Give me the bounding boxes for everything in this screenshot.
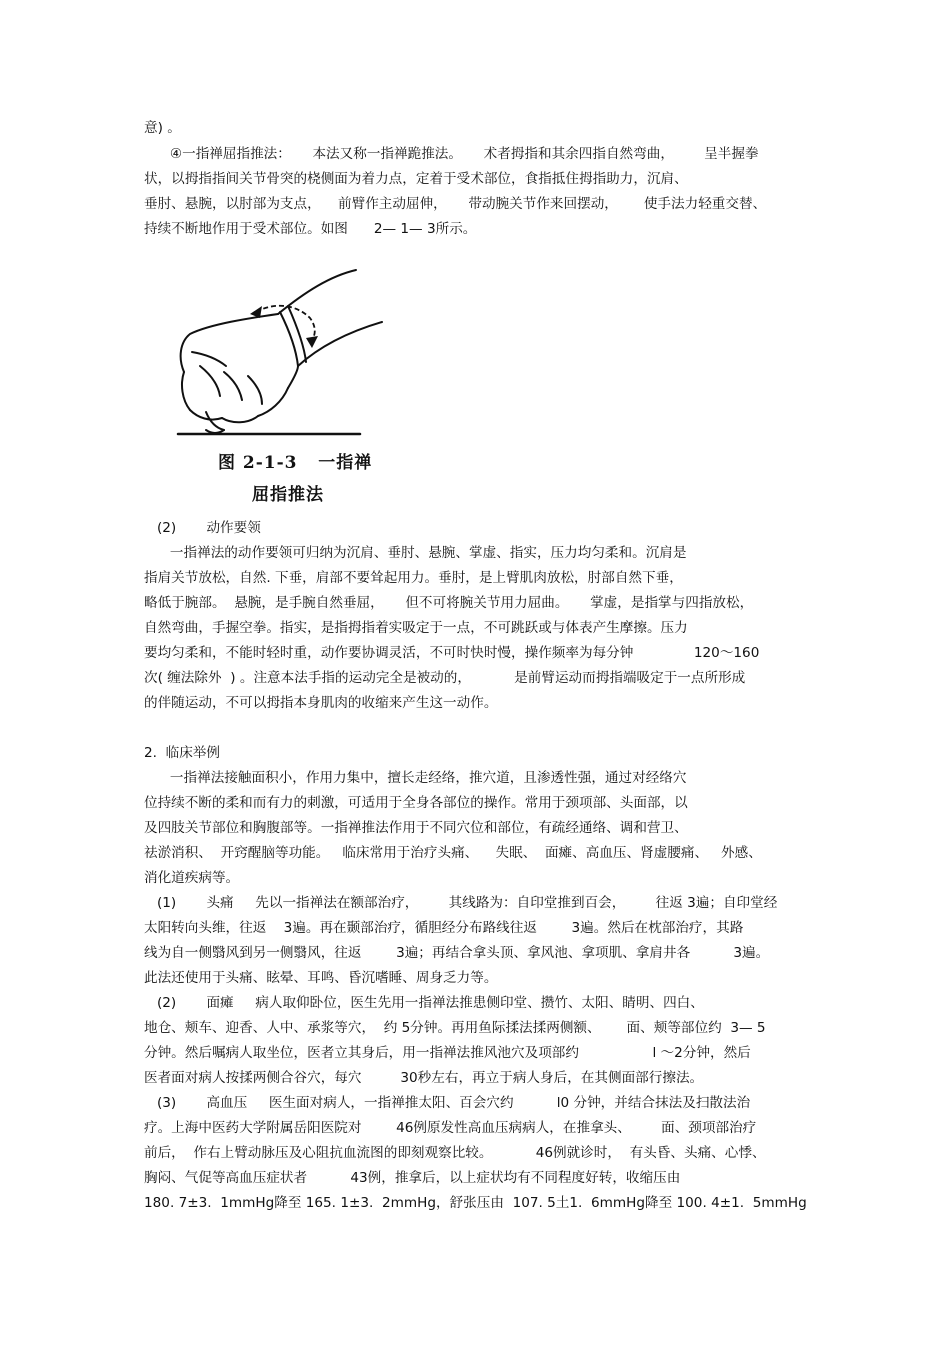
text-line: 持续不断地作用于受术部位。如图 2— 1— 3所示。: [144, 221, 477, 237]
text-line: 祛淤消积、 开窍醒脑等功能。 临床常用于治疗头痛、 失眠、 面瘫、高血压、肾虚腰痛、 外感、: [144, 845, 762, 861]
text-line: 次( 缠法除外 ) 。注意本法手指的运动完全是被动的， 是前臂运动而拇指端吸定于一点所形成: [144, 670, 746, 686]
text-line: 垂肘、悬腕，以肘部为支点， 前臂作主动屈伸， 带动腕关节作来回摆动， 使手法力轻重交替、: [144, 196, 767, 212]
text-line: 太阳转向头维，往返 3遍。再在颞部治疗，循胆经分布路线往返 3遍。然后在枕部治疗，其路: [144, 920, 744, 936]
text-line: 胸闷、气促等高血压症状者 43例，推拿后，以上症状均有不同程度好转，收缩压由: [144, 1170, 681, 1186]
arrow-left-icon: [250, 306, 262, 318]
text-line: 一指禅法的动作要领可归纳为沉肩、垂肘、悬腕、掌虚、指实，压力均匀柔和。沉肩是: [144, 545, 687, 561]
text-line: 分钟。然后嘱病人取坐位，医者立其身后，用一指禅法推风池穴及项部约 l ～2分钟，然后: [144, 1045, 751, 1061]
text-line: 消化道疾病等。: [144, 870, 240, 886]
text-line: ④一指禅屈指推法： 本法又称一指禅跪推法。 术者拇指和其余四指自然弯曲， 呈半握拳: [144, 146, 759, 162]
section-heading: 2. 临床举例: [144, 745, 220, 761]
text-line: 线为自一侧翳风到另一侧翳风，往返 3遍；再结合拿头顶、拿风池、拿项肌、拿肩井各 3遍。: [144, 945, 770, 961]
text-line: 疗。上海中医药大学附属岳阳医院对 46例原发性高血压病病人，在推拿头、 面、颈项部治疗: [144, 1120, 757, 1136]
figure-caption-line2: 屈指推法: [252, 485, 324, 505]
text-line: (2) 动作要领: [144, 520, 261, 536]
figure-caption-line1: 图 2-1-3 一指禅: [218, 453, 373, 473]
text-line: 此法还使用于头痛、眩晕、耳鸣、昏沉嗜睡、周身乏力等。: [144, 970, 498, 986]
text-line: 的伴随运动，不可以拇指本身肌肉的收缩来产生这一动作。: [144, 695, 498, 711]
text-line: (1) 头痛 先以一指禅法在额部治疗， 其线路为：自印堂推到百会， 往返 3遍；自印堂经: [144, 895, 778, 911]
text-line: 位持续不断的柔和而有力的刺激，可适用于全身各部位的操作。常用于颈项部、头面部，以: [144, 795, 688, 811]
text-line: 自然弯曲，手握空拳。指实，是指拇指着实吸定于一点，不可跳跃或与体表产生摩擦。压力: [144, 620, 688, 636]
text-line: 要均匀柔和，不能时轻时重，动作要协调灵活，不可时快时慢，操作频率为每分钟 120～160: [144, 645, 760, 661]
text-line: 指肩关节放松，自然. 下垂，肩部不要耸起用力。垂肘，是上臂肌肉放松，肘部自然下垂，: [144, 570, 683, 586]
text-line: 一指禅法接触面积小，作用力集中，擅长走经络，推穴道，且渗透性强，通过对经络穴: [144, 770, 687, 786]
text-line: 状，以拇指指间关节骨突的桡侧面为着力点，定着于受术部位，食指抵住拇指助力，沉肩、: [144, 171, 688, 187]
figure-one-finger-flexion-push: [170, 262, 390, 512]
arrow-down-icon: [306, 336, 318, 348]
text-line: 略低于腕部。 悬腕，是手腕自然垂屈， 但不可将腕关节用力屈曲。 掌虚，是指掌与四指放松，: [144, 595, 754, 611]
text-line: 及四肢关节部位和胸腹部等。一指禅推法作用于不同穴位和部位，有疏经通络、调和营卫、: [144, 820, 688, 836]
hand-illustration: [170, 262, 390, 512]
text-line: 意) 。: [144, 120, 181, 136]
text-line: 地仓、颊车、迎香、人中、承浆等穴， 约 5分钟。再用鱼际揉法揉两侧额、 面、颊等部位约 3— 5: [144, 1020, 766, 1036]
text-line: 前后， 作右上臂动脉压及心阻抗血流图的即刻观察比较。 46例就诊时， 有头昏、头痛、心悸、: [144, 1145, 766, 1161]
text-line: 医者面对病人按揉两侧合谷穴，每穴 30秒左右，再立于病人身后，在其侧面部行擦法。: [144, 1070, 704, 1086]
text-line: (3) 高血压 医生面对病人，一指禅推太阳、百会穴约 l0 分钟，并结合抹法及扫散法治: [144, 1095, 751, 1111]
text-line: 180. 7±3. 1mmHg降至 165. 1±3. 2mmHg，舒张压由 107. 5土1. 6mmHg降至 100. 4±1. 5mmHg: [144, 1195, 807, 1211]
text-line: (2) 面瘫 病人取仰卧位，医生先用一指禅法推患侧印堂、攒竹、太阳、睛明、四白、: [144, 995, 704, 1011]
